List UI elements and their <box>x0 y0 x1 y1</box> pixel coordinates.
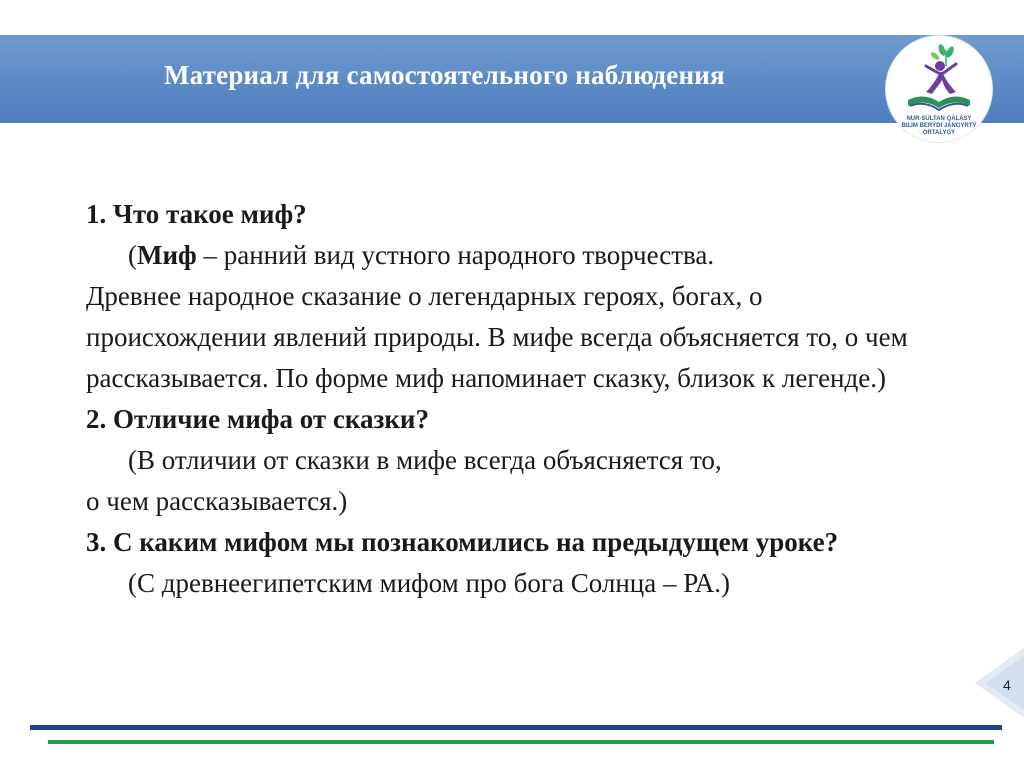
answer-1-first: – ранний вид устного народного творчества. <box>196 240 715 270</box>
logo-text-line1: NUR-SULTAN QALASY <box>906 116 972 122</box>
answer-1-rest: Древнее народное сказание о легендарных героях, богах, о происхождении явлений природы. В мифе всегда объясняется то, о чем рассказывается. По форме миф напоминает сказку, близок к легенде.) <box>86 281 908 393</box>
logo-text-line2: BILIM BERÝDI JANGYRTÝ ORTALYGY <box>901 123 977 136</box>
question-1: 1. Что такое миф? <box>86 199 307 229</box>
answer-1 <box>86 235 946 399</box>
slide-title: Материал для самостоятельного наблюдения <box>164 60 725 90</box>
page-badge-icon <box>975 648 1024 718</box>
top-margin <box>0 0 1024 34</box>
page-number: 4 <box>1003 677 1011 693</box>
answer-1-open: ( <box>128 240 137 270</box>
answer-1-term: Миф <box>137 240 197 270</box>
question-2: 2. Отличие мифа от сказки? <box>86 404 429 434</box>
slide-body <box>86 194 946 604</box>
question-3: 3. С каким мифом мы познакомились на предыдущем уроке? <box>86 527 839 557</box>
answer-2-first: (В отличии от сказки в мифе всегда объясняется то, <box>128 445 722 475</box>
answer-2 <box>86 440 946 522</box>
answer-3: (С древнеегипетским мифом про бога Солнца – РА.) <box>128 568 731 598</box>
footer-rule-blue <box>30 725 1002 730</box>
organization-logo <box>886 36 992 142</box>
answer-2-rest: о чем рассказывается.) <box>86 486 348 516</box>
footer-rule-green <box>48 740 994 744</box>
